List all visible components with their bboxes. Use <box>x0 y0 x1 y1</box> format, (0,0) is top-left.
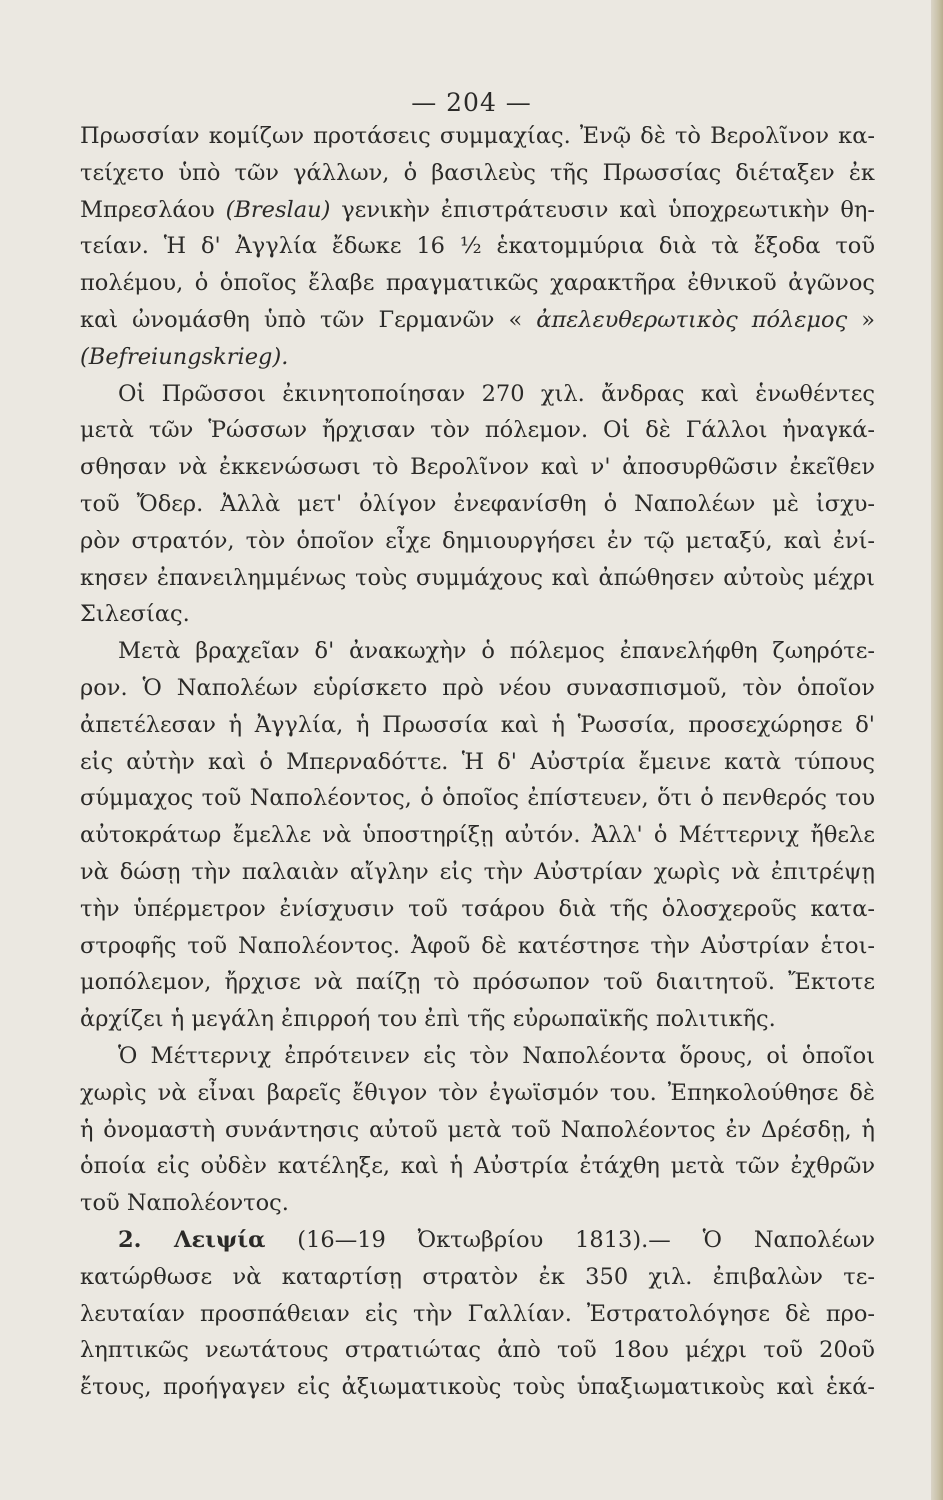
text-segment: σθησαν νὰ ἐκκενώσωσι τὸ Βερολῖνον καὶ ν' ἀποσυρθῶσιν ἐκεῖθεν <box>80 454 875 481</box>
text-segment: μοπόλεμον, ἤρχισε νὰ παίζῃ τὸ πρόσωπον τοῦ διαιτητοῦ. Ἔκτοτε <box>80 969 875 996</box>
text-segment: κατώρθωσε νὰ καταρτίσῃ στρατὸν ἐκ 350 χιλ. ἐπιβαλὼν τε- <box>80 1263 875 1290</box>
text-segment: (16—19 Ὀκτωβρίου 1813).— Ὁ Ναπολέων <box>265 1226 875 1253</box>
text-segment: » <box>847 306 875 333</box>
page-edge <box>931 0 943 1500</box>
text-segment: σύμμαχος τοῦ Ναπολέοντος, ὁ ὁποῖος ἐπίστευεν, ὅτι ὁ πενθερός του <box>80 785 875 812</box>
text-line <box>80 192 875 229</box>
text-line <box>80 412 875 449</box>
text-segment: Οἱ Πρῶσσοι ἐκινητοποίησαν 270 χιλ. ἄνδρας καὶ ἑνωθέντες <box>118 380 875 407</box>
text-line <box>80 265 875 302</box>
text-segment: τείαν. Ἡ δ' Ἀγγλία ἔδωκε 16 ½ ἑκατομμύρια διὰ τὰ ἔξοδα τοῦ <box>80 233 875 260</box>
text-segment: λευταίαν προσπάθειαν εἰς τὴν Γαλλίαν. Ἐστρατολόγησε δὲ προ- <box>80 1300 875 1327</box>
text-segment: τὴν ὑπέρμετρον ἐνίσχυσιν τοῦ τσάρου διὰ τῆς ὁλοσχεροῦς κατα- <box>80 895 875 922</box>
text-line <box>80 523 875 560</box>
text-segment: Μετὰ βραχεῖαν δ' ἀνακωχὴν ὁ πόλεμος ἐπανελήφθη ζωηρότε- <box>118 638 875 665</box>
text-segment: πολέμου, ὁ ὁποῖος ἔλαβε πραγματικῶς χαρακτῆρα ἐθνικοῦ ἀγῶνος <box>80 270 875 297</box>
text-segment: τοῦ Ὄδερ. Ἀλλὰ μετ' ὀλίγον ἐνεφανίσθη ὁ Ναπολέων μὲ ἰσχυ- <box>80 490 875 517</box>
text-line <box>80 1075 875 1112</box>
text-line <box>80 228 875 265</box>
text-segment: χωρὶς νὰ εἶναι βαρεῖς ἔθιγον τὸν ἐγωϊσμόν του. Ἐπηκολούθησε δὲ <box>80 1079 875 1106</box>
text-segment: γενικὴν ἐπιστράτευσιν καὶ ὑποχρεωτικὴν θη- <box>330 196 875 223</box>
page-number: — 204 — <box>411 88 532 117</box>
text-line <box>80 780 875 817</box>
text-line <box>80 560 875 597</box>
text-segment: εἰς αὐτὴν καὶ ὁ Μπερναδόττε. Ἡ δ' Αὐστρία ἔμεινε κατὰ τύπους <box>80 748 875 775</box>
text-line <box>80 1038 875 1075</box>
text-segment: ἡ ὀνομαστὴ συνάντησις αὐτοῦ μετὰ τοῦ Ναπολέοντος ἐν Δρέσδῃ, ἡ <box>80 1116 875 1143</box>
text-segment: Πρωσσίαν κομίζων προτάσεις συμμαχίας. Ἐνῷ δὲ τὸ Βερολῖνον κα- <box>80 123 875 149</box>
text-segment: αὐτοκράτωρ ἔμελλε νὰ ὑποστηρίξῃ αὐτόν. Ἀλλ' ὁ Μέττερνιχ ἤθελε <box>80 822 875 849</box>
text-line <box>80 633 875 670</box>
text-line <box>80 670 875 707</box>
text-line <box>80 1185 875 1222</box>
text-line <box>80 1332 875 1369</box>
text-line <box>80 1259 875 1296</box>
text-line <box>80 891 875 928</box>
text-line <box>80 854 875 891</box>
text-segment: μετὰ τῶν Ῥώσσων ἤρχισαν τὸν πόλεμον. Οἱ δὲ Γάλλοι ἠναγκά- <box>80 417 875 444</box>
text-line <box>80 376 875 413</box>
text-segment: ἀπετέλεσαν ἡ Ἀγγλία, ἡ Πρωσσία καὶ ἡ Ῥωσσία, προσεχώρησε δ' <box>80 711 875 738</box>
text-line <box>80 1148 875 1185</box>
text-segment: (Befreiungskrieg). <box>80 343 289 370</box>
text-segment: (Breslau) <box>225 196 331 223</box>
text-segment: ληπτικῶς νεωτάτους στρατιώτας ἀπὸ τοῦ 18ου μέχρι τοῦ 20οῦ <box>80 1337 875 1364</box>
text-segment: ρὸν στρατόν, τὸν ὁποῖον εἶχε δημιουργήσει ἐν τῷ μεταξύ, καὶ ἐνί- <box>80 527 875 554</box>
text-line <box>80 817 875 854</box>
text-line <box>80 449 875 486</box>
text-line <box>80 1222 875 1259</box>
text-segment: νὰ δώσῃ τὴν παλαιὰν αἴγλην εἰς τὴν Αὐστρίαν χωρὶς νὰ ἐπιτρέψῃ <box>80 858 875 885</box>
text-line <box>80 928 875 965</box>
text-segment: κησεν ἐπανειλημμένως τοὺς συμμάχους καὶ ἀπώθησεν αὐτοὺς μέχρι <box>80 564 875 591</box>
text-line <box>80 118 875 155</box>
text-segment: ἀπελευθερωτικὸς πόλεμος <box>536 306 848 333</box>
text-line <box>80 596 875 633</box>
text-segment: τείχετο ὑπὸ τῶν γάλλων, ὁ βασιλεὺς τῆς Πρωσσίας διέταξεν ἐκ <box>80 159 875 186</box>
text-segment: Μπρεσλάου <box>80 196 226 223</box>
text-segment: ἀρχίζει ἡ μεγάλη ἐπιρροή του ἐπὶ τῆς εὐρωπαϊκῆς πολιτικῆς. <box>80 1006 776 1033</box>
text-segment: Ὁ Μέττερνιχ ἐπρότεινεν εἰς τὸν Ναπολέοντα ὅρους, οἱ ὁποῖοι <box>118 1042 875 1069</box>
text-line <box>80 339 875 376</box>
text-line <box>80 302 875 339</box>
text-line <box>80 1296 875 1333</box>
text-segment: ρον. Ὁ Ναπολέων εὑρίσκετο πρὸ νέου συνασπισμοῦ, τὸν ὁποῖον <box>80 674 875 701</box>
text-line <box>80 1369 875 1406</box>
body-text <box>80 118 875 1406</box>
text-line <box>80 486 875 523</box>
text-line <box>80 1112 875 1149</box>
text-line <box>80 744 875 781</box>
text-line <box>80 964 875 1001</box>
text-segment: Σιλεσίας. <box>80 601 190 628</box>
text-segment: τοῦ Ναπολέοντος. <box>80 1190 289 1217</box>
text-line <box>80 707 875 744</box>
text-segment: καὶ ὠνομάσθη ὑπὸ τῶν Γερμανῶν « <box>80 306 537 333</box>
text-line <box>80 155 875 192</box>
text-segment: στροφῆς τοῦ Ναπολέοντος. Ἀφοῦ δὲ κατέστησε τὴν Αὐστρίαν ἑτοι- <box>80 932 875 959</box>
text-segment: ἔτους, προήγαγεν εἰς ἀξιωματικοὺς τοὺς ὑπαξιωματικοὺς καὶ ἑκά- <box>80 1374 875 1401</box>
text-segment: 2. Λειψία <box>118 1226 266 1253</box>
text-segment: ὁποία εἰς οὐδὲν κατέληξε, καὶ ἡ Αὐστρία ἐτάχθη μετὰ τῶν ἐχθρῶν <box>80 1153 875 1180</box>
text-line <box>80 1001 875 1038</box>
